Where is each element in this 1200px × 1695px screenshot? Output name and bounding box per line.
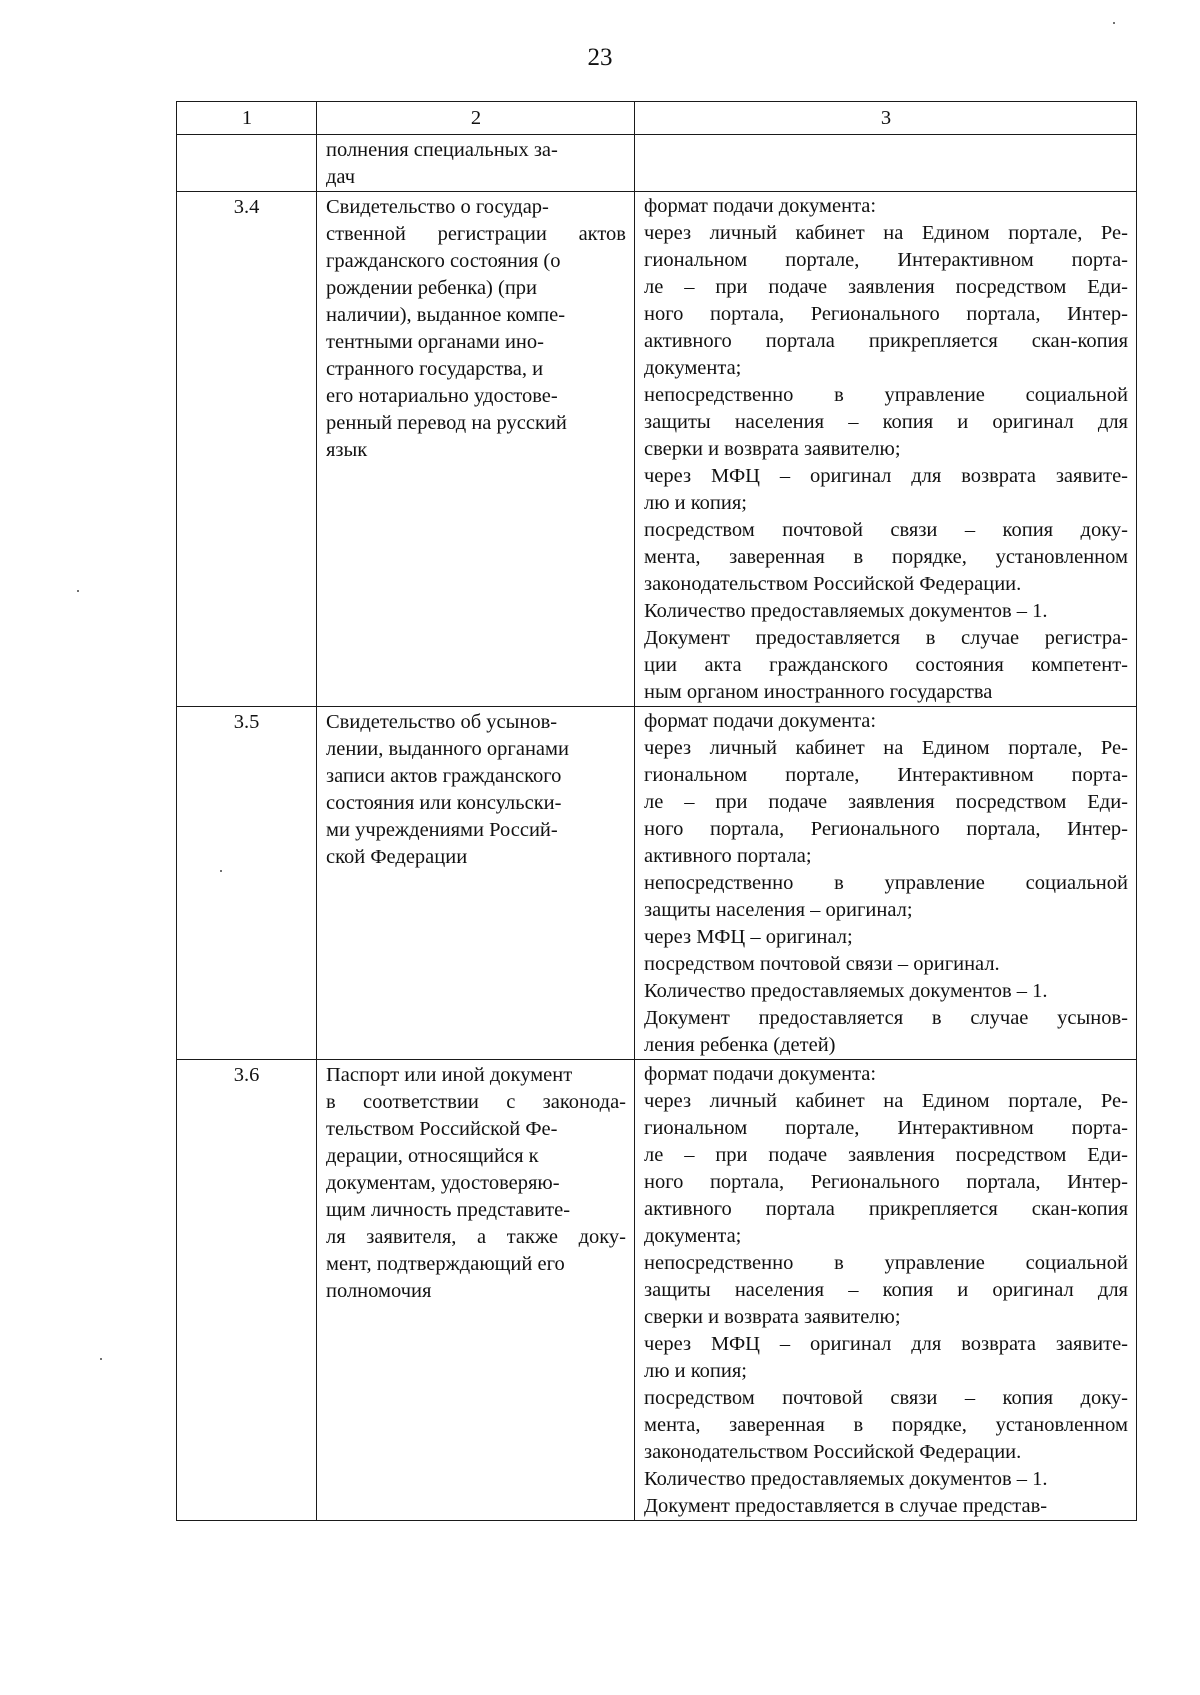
text-line: гражданского состояния (о: [326, 250, 561, 272]
text-line: Количество предоставляемых документов – 1.: [644, 1468, 1048, 1490]
text-line: формат подачи документа:: [644, 1063, 877, 1085]
text-line: через МФЦ – оригинал для возврата заявите-: [644, 465, 1128, 487]
text-line: непосредственно в управление социальной: [644, 872, 1128, 894]
text-line: ской Федерации: [326, 846, 468, 868]
text-line: документам, удостоверяю-: [326, 1172, 560, 1194]
text-line: Документ предоставляется в случае представ-: [644, 1495, 1048, 1517]
row-number: 3.4: [177, 192, 317, 707]
text-line: формат подачи документа:: [644, 195, 877, 217]
header-col-2: 2: [317, 102, 635, 135]
text-line: Свидетельство об усынов-: [326, 711, 558, 733]
text-line: активного портала;: [644, 845, 812, 867]
text-line: через МФЦ – оригинал для возврата заявите-: [644, 1333, 1128, 1355]
text-line: законодательством Российской Федерации.: [644, 573, 1022, 595]
text-line: ственной регистрации актов: [326, 223, 626, 245]
text-line: дерации, относящийся к: [326, 1145, 539, 1167]
text-line: записи актов гражданского: [326, 765, 562, 787]
text-line: ного портала, Регионального портала, Интер-: [644, 818, 1128, 840]
text-line: Документ предоставляется в случае усынов-: [644, 1007, 1128, 1029]
text-line: полномочия: [326, 1280, 432, 1302]
text-line: рождении ребенка) (при: [326, 277, 538, 299]
text-line: Свидетельство о государ-: [326, 196, 549, 218]
text-line: ным органом иностранного государства: [644, 681, 993, 703]
scan-speck: [100, 1358, 102, 1360]
text-line: формат подачи документа:: [644, 710, 877, 732]
documents-table: [176, 101, 1137, 1521]
text-line: Документ предоставляется в случае регистра-: [644, 627, 1128, 649]
table-header-row: [177, 102, 1137, 135]
continuation-name-cell: [317, 135, 635, 192]
text-line: полнения специальных за-: [326, 139, 558, 161]
page-number: 23: [587, 44, 613, 71]
header-col-3: 3: [635, 102, 1137, 135]
text-line: документа;: [644, 1225, 742, 1247]
text-line: защиты населения – копия и оригинал для: [644, 411, 1128, 433]
text-line: тельством Российской Фе-: [326, 1118, 558, 1140]
text-line: посредством почтовой связи – копия доку-: [644, 519, 1128, 541]
text-line: ного портала, Регионального портала, Интер-: [644, 1171, 1128, 1193]
scan-speck: [1113, 22, 1115, 24]
text-line: гиональном портале, Интерактивном порта-: [644, 1117, 1128, 1139]
text-line: посредством почтовой связи – копия доку-: [644, 1387, 1128, 1409]
text-line: тентными органами ино-: [326, 331, 544, 353]
table-row: [177, 707, 1137, 1060]
continuation-row: [177, 135, 1137, 192]
text-line: через личный кабинет на Едином портале, Ре-: [644, 737, 1128, 759]
text-line: странного государства, и: [326, 358, 544, 380]
header-col-1: 1: [177, 102, 317, 135]
text-line: гиональном портале, Интерактивном порта-: [644, 764, 1128, 786]
text-line: ле – при подаче заявления посредством Еди-: [644, 276, 1128, 298]
text-line: через личный кабинет на Едином портале, Ре-: [644, 222, 1128, 244]
text-line: лении, выданного органами: [326, 738, 569, 760]
text-line: активного портала прикрепляется скан-копия: [644, 330, 1128, 352]
text-line: непосредственно в управление социальной: [644, 384, 1128, 406]
document-name-cell: [317, 192, 635, 707]
scan-speck: [77, 590, 79, 592]
text-line: ля заявителя, а также доку-: [326, 1226, 626, 1248]
text-line: гиональном портале, Интерактивном порта-: [644, 249, 1128, 271]
text-line: состояния или консульски-: [326, 792, 562, 814]
text-line: защиты населения – копия и оригинал для: [644, 1279, 1128, 1301]
text-line: непосредственно в управление социальной: [644, 1252, 1128, 1274]
document-info-cell: [635, 1060, 1137, 1521]
text-line: ле – при подаче заявления посредством Еди-: [644, 1144, 1128, 1166]
text-line: ции акта гражданского состояния компетент-: [644, 654, 1128, 676]
text-line: документа;: [644, 357, 742, 379]
table-row: [177, 1060, 1137, 1521]
text-line: посредством почтовой связи – оригинал.: [644, 953, 1000, 975]
continuation-num-cell: [177, 135, 317, 192]
continuation-info-cell: [635, 135, 1137, 192]
text-line: наличии), выданное компе-: [326, 304, 566, 326]
text-line: ренный перевод на русский: [326, 412, 567, 434]
text-line: ле – при подаче заявления посредством Еди-: [644, 791, 1128, 813]
text-line: ления ребенка (детей): [644, 1034, 836, 1056]
text-line: дач: [326, 166, 356, 188]
row-number: 3.6: [177, 1060, 317, 1521]
row-number: 3.5: [177, 707, 317, 1060]
text-line: мента, заверенная в порядке, установленном: [644, 1414, 1128, 1436]
document-info-cell: [635, 707, 1137, 1060]
text-line: лю и копия;: [644, 492, 748, 514]
text-line: мент, подтверждающий его: [326, 1253, 565, 1275]
document-name-cell: [317, 1060, 635, 1521]
text-line: мента, заверенная в порядке, установленном: [644, 546, 1128, 568]
text-line: активного портала прикрепляется скан-копия: [644, 1198, 1128, 1220]
table-row: [177, 192, 1137, 707]
document-info-cell: [635, 192, 1137, 707]
text-line: в соответствии с законода-: [326, 1091, 626, 1113]
text-line: его нотариально удостове-: [326, 385, 558, 407]
text-line: защиты населения – оригинал;: [644, 899, 913, 921]
text-line: щим личность представите-: [326, 1199, 571, 1221]
text-line: ного портала, Регионального портала, Интер-: [644, 303, 1128, 325]
document-name-cell: [317, 707, 635, 1060]
text-line: законодательством Российской Федерации.: [644, 1441, 1022, 1463]
text-line: сверки и возврата заявителю;: [644, 438, 901, 460]
text-line: Количество предоставляемых документов – 1.: [644, 980, 1048, 1002]
text-line: лю и копия;: [644, 1360, 748, 1382]
text-line: сверки и возврата заявителю;: [644, 1306, 901, 1328]
text-line: язык: [326, 439, 368, 461]
text-line: ми учреждениями Россий-: [326, 819, 558, 841]
text-line: Количество предоставляемых документов – 1.: [644, 600, 1048, 622]
text-line: Паспорт или иной документ: [326, 1064, 573, 1086]
text-line: через МФЦ – оригинал;: [644, 926, 853, 948]
text-line: через личный кабинет на Едином портале, Ре-: [644, 1090, 1128, 1112]
scan-speck: [220, 870, 222, 872]
